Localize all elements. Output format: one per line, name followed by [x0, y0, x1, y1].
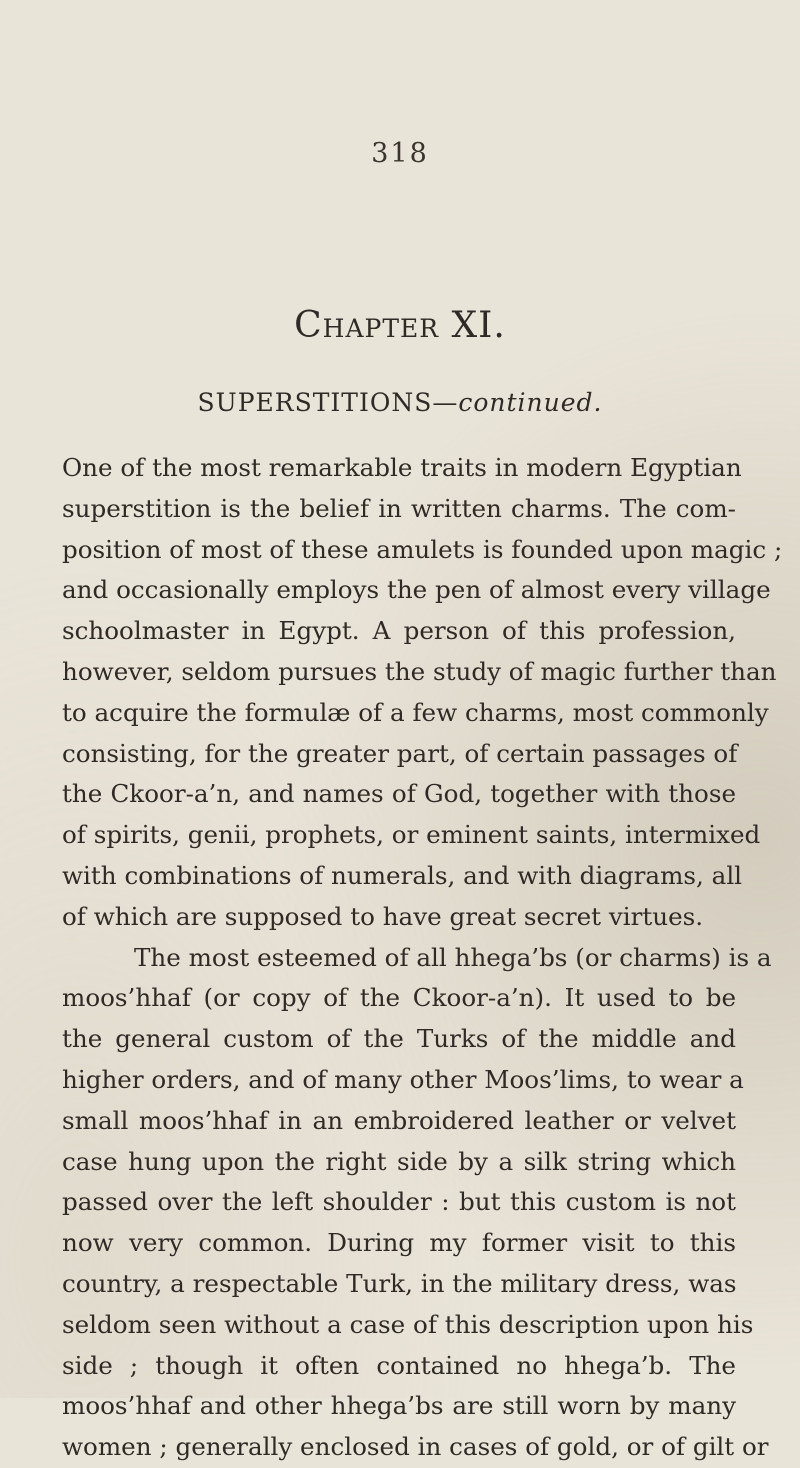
chapter-heading: [0, 305, 800, 346]
chapter-subtitle: [0, 388, 800, 417]
page-number: 318: [371, 138, 429, 169]
text-line: with combinations of numerals, and with diagrams, all: [62, 860, 743, 890]
body-text: [62, 448, 783, 1468]
text-line: the Ckoor-a’n, and names of God, together with those: [62, 779, 736, 809]
text-line: superstition is the belief in written charms. The com-: [62, 493, 736, 523]
text-line: country, a respectable Turk, in the military dress, was: [62, 1268, 737, 1298]
text-line: and occasionally employs the pen of almost every village: [62, 575, 771, 605]
text-line: to acquire the formulæ of a few charms, most commonly: [62, 697, 769, 727]
text-line: The most esteemed of all hhega’bs (or charms) is a: [134, 942, 772, 972]
text-line: the general custom of the Turks of the middle and: [62, 1024, 736, 1054]
text-line: seldom seen without a case of this description upon his: [62, 1309, 754, 1339]
text-line: moos’hhaf (or copy of the Ckoor-a’n). It used to be: [62, 983, 736, 1013]
text-line: passed over the left shoulder : but this custom is not: [62, 1187, 736, 1217]
subtitle-main: SUPERSTITIONS—: [197, 388, 459, 417]
text-line: of which are supposed to have great secret virtues.: [62, 901, 704, 931]
text-line: One of the most remarkable traits in modern Egyptian: [62, 453, 742, 482]
text-line: case hung upon the right side by a silk string which: [62, 1146, 736, 1176]
text-line: side ; though it often contained no hhega’b. The: [62, 1350, 736, 1380]
text-line: position of most of these amulets is founded upon magic ;: [62, 534, 783, 564]
text-line: consisting, for the greater part, of certain passages of: [62, 738, 738, 768]
text-line: moos’hhaf and other hhega’bs are still worn by many: [62, 1391, 736, 1421]
paragraph-2: [62, 938, 772, 1468]
text-line: schoolmaster in Egypt. A person of this profession,: [62, 616, 736, 646]
text-line: small moos’hhaf in an embroidered leather or velvet: [62, 1105, 736, 1135]
chapter-label: Chapter XI.: [294, 305, 506, 346]
text-line: now very common. During my former visit to this: [62, 1228, 736, 1258]
text-line: women ; generally enclosed in cases of gold, or of gilt or: [62, 1432, 769, 1462]
text-line: higher orders, and of many other Moos’lims, to wear a: [62, 1064, 744, 1094]
text-line: of spirits, genii, prophets, or eminent saints, intermixed: [62, 820, 761, 850]
text-line: however, seldom pursues the study of magic further than: [62, 656, 777, 686]
subtitle-continued: continued.: [458, 388, 603, 417]
paragraph-1: [62, 448, 783, 938]
